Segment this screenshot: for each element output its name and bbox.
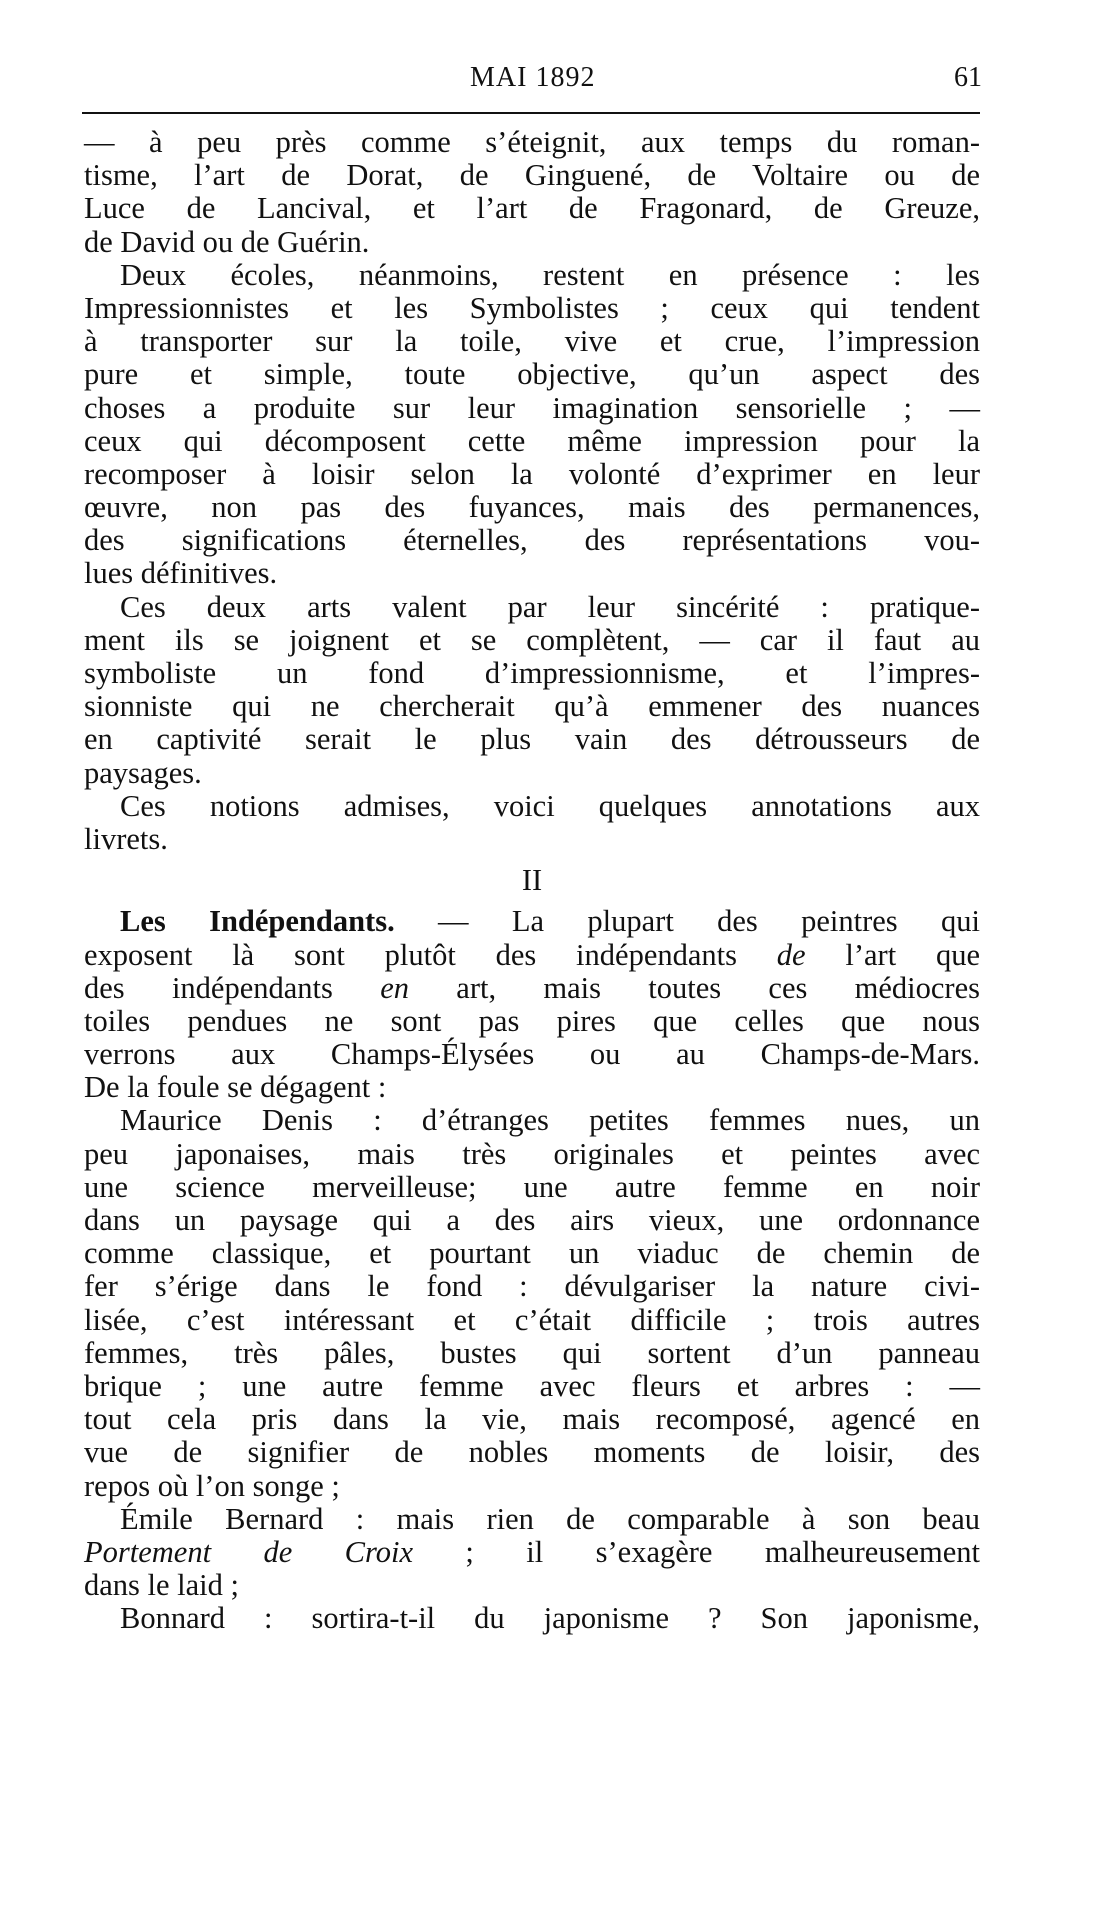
text-line: peu japonaises, mais très originales et peintes avec <box>84 1136 980 1171</box>
text-line: comme classique, et pourtant un viaduc de chemin de <box>84 1236 980 1271</box>
text-line: œuvre, non pas des fuyances, mais des permanences, <box>84 490 980 525</box>
text-line: ceux qui décomposent cette même impression pour la <box>84 423 980 458</box>
text-line: — à peu près comme s’éteignit, aux temps du roman- <box>84 125 980 159</box>
text-line: repos où l’on songe ; <box>84 1468 340 1503</box>
text-line: Maurice Denis : d’étranges petites femmes nues, un <box>120 1103 980 1138</box>
running-header <box>82 62 982 102</box>
text-line: pure et simple, toute objective, qu’un aspect des <box>84 357 980 392</box>
text-line: lues définitives. <box>84 556 278 591</box>
text-line: Bonnard : sortira-t-il du japonisme ? Son japonisme, <box>120 1601 980 1636</box>
text-line: symboliste un fond d’impressionnisme, et l’impres- <box>84 656 980 690</box>
text-line: recomposer à loisir selon la volonté d’exprimer en leur <box>84 456 980 491</box>
text-line: tisme, l’art de Dorat, de Ginguené, de Voltaire ou de <box>84 158 980 193</box>
section-heading: Les Indépendants. <box>120 904 395 939</box>
body-text <box>84 126 980 1635</box>
text-line <box>84 905 980 938</box>
text-line: une science merveilleuse; une autre femme en noir <box>84 1169 980 1204</box>
text-line: en captivité serait le plus vain des détrousseurs de <box>84 722 980 757</box>
text-line: Luce de Lancival, et l’art de Fragonard, de Greuze, <box>84 191 980 226</box>
italic-word: de <box>776 937 806 972</box>
artwork-title: Portement de Croix <box>84 1534 413 1569</box>
text-line: Deux écoles, néanmoins, restent en présence : les <box>120 257 980 292</box>
text-line: choses a produite sur leur imagination sensorielle ; — <box>84 390 980 425</box>
text-line: des significations éternelles, des représentations vou- <box>84 523 980 558</box>
text-line: sionniste qui ne chercherait qu’à emmener des nuances <box>84 689 980 724</box>
running-title: MAI 1892 <box>470 62 596 93</box>
section-numeral: II <box>521 863 543 898</box>
text-line: toiles pendues ne sont pas pires que celles que nous <box>84 1003 980 1038</box>
text-line: Émile Bernard : mais rien de comparable à son beau <box>120 1501 980 1536</box>
text-line: brique ; une autre femme avec fleurs et arbres : — <box>84 1368 980 1403</box>
text-line: dans un paysage qui a des airs vieux, une ordonnance <box>84 1203 980 1237</box>
text-line: livrets. <box>84 821 168 856</box>
text-line: De la foule se dégagent : <box>84 1070 387 1105</box>
text-line: Ces deux arts valent par leur sincérité : pratique- <box>120 589 980 624</box>
text-line: Impressionnistes et les Symbolistes ; ceux qui tendent <box>84 290 980 325</box>
text-line: Ces notions admises, voici quelques annotations aux <box>120 788 980 823</box>
text-fragment: exposent là sont plutôt des indépendants <box>84 937 777 972</box>
text-fragment: — La plupart des peintres qui <box>394 904 980 939</box>
text-line: femmes, très pâles, bustes qui sortent d’un panneau <box>84 1335 980 1370</box>
text-fragment: l’art que <box>805 937 980 972</box>
text-fragment: des indépendants <box>84 970 381 1005</box>
text-line: tout cela pris dans la vie, mais recomposé, agencé en <box>84 1402 980 1437</box>
text-fragment: art, mais toutes ces médiocres <box>408 970 980 1005</box>
page-number: 61 <box>954 62 982 93</box>
text-line: paysages. <box>84 755 202 790</box>
italic-word: en <box>380 970 409 1005</box>
text-line: fer s’érige dans le fond : dévulgariser la nature civi- <box>84 1269 980 1304</box>
text-line: à transporter sur la toile, vive et crue, l’impression <box>84 324 980 359</box>
text-line <box>84 1536 980 1569</box>
text-line <box>84 939 980 972</box>
text-line: verrons aux Champs-Élysées ou au Champs-de-Mars. <box>84 1037 980 1072</box>
text-line: lisée, c’est intéressant et c’était difficile ; trois autres <box>84 1302 980 1337</box>
text-line: ment ils se joignent et se complètent, — car il faut au <box>84 622 980 657</box>
text-line: de David ou de Guérin. <box>84 224 370 259</box>
text-line: dans le laid ; <box>84 1568 240 1603</box>
text-fragment: ; il s’exagère malheureusement <box>413 1534 980 1569</box>
text-line: vue de signifier de nobles moments de loisir, des <box>84 1435 980 1470</box>
text-line <box>84 972 980 1005</box>
header-rule <box>82 112 980 114</box>
